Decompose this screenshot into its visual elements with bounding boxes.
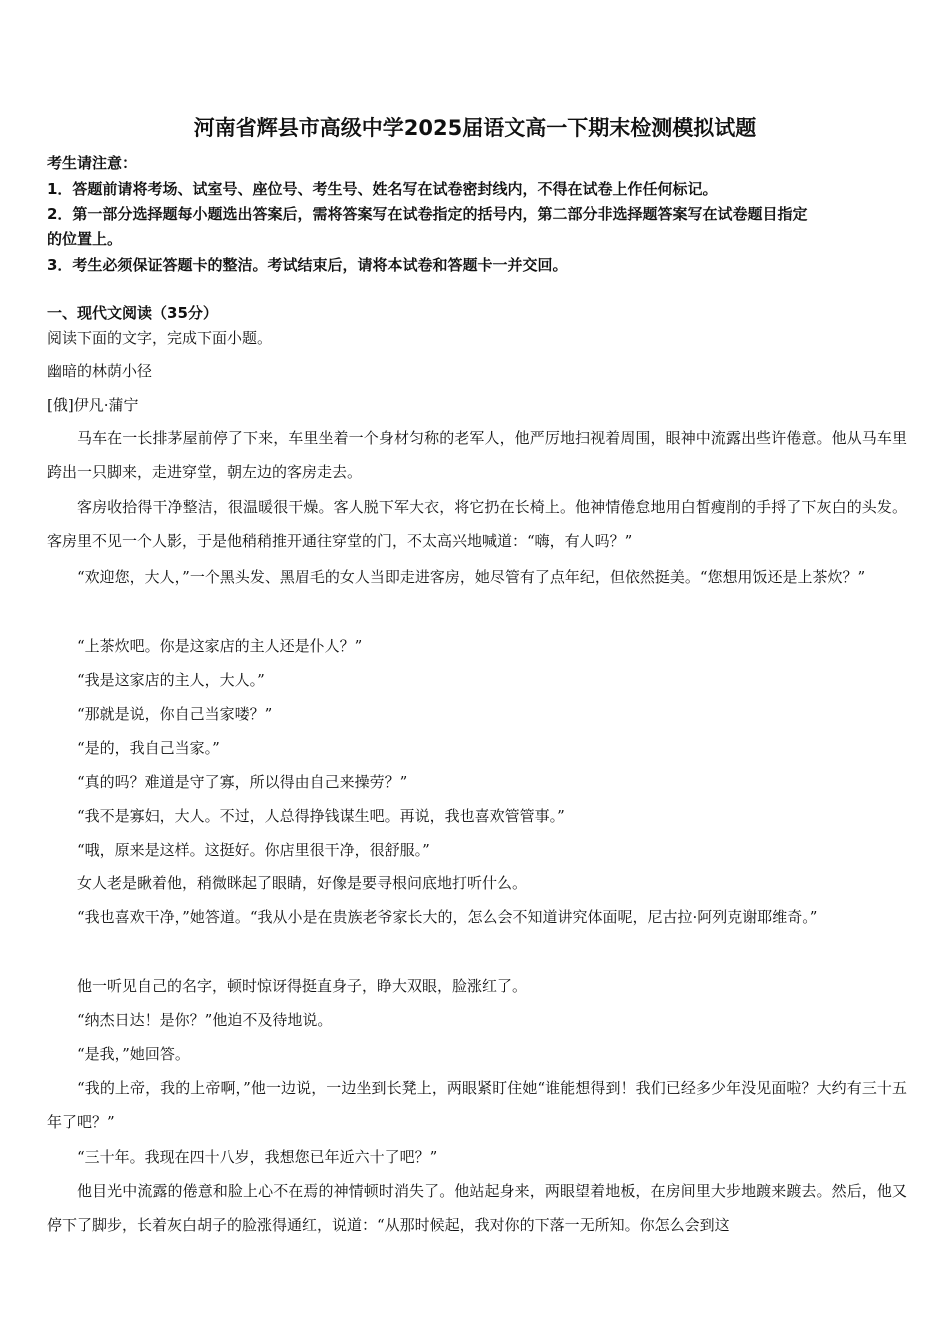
paragraph-9: “我不是寡妇，大人。不过，人总得挣钱谋生吧。再说，我也喜欢管管事。” — [77, 807, 565, 825]
notice-item-2: 2．第一部分选择题每小题选出答案后，需将答案写在试卷指定的括号内，第二部分非选择题答案写在试卷题目指定 — [47, 205, 808, 223]
paragraph-17: “三十年。我现在四十八岁，我想您已年近六十了吧？” — [77, 1148, 438, 1166]
paragraph-18: 他目光中流露的倦意和脸上心不在焉的神情顿时消失了。他站起身来，两眼望着地板，在房间里大步地踱来踱去。然后，他又停下了脚步，长着灰白胡子的脸涨得通红，说道：“从那时候起，我对你的下落一无所知。你怎么会到这 — [47, 1182, 907, 1234]
paragraph-11: 女人老是瞅着他，稍微眯起了眼睛，好像是要寻根问底地打听什么。 — [77, 874, 528, 892]
paragraph-6: “那就是说，你自己当家喽？” — [77, 705, 273, 723]
section-heading: 一、现代文阅读（35分） — [47, 304, 218, 322]
notice-heading: 考生请注意： — [47, 154, 138, 172]
notice-item-2-cont: 的位置上。 — [47, 230, 123, 248]
paragraph-4: “上茶炊吧。你是这家店的主人还是仆人？” — [77, 637, 363, 655]
paragraph-12: “我也喜欢干净，”她答道。“我从小是在贵族老爷家长大的，怎么会不知道讲究体面呢，尼古拉·阿列克谢耶维奇。” — [77, 908, 818, 926]
page-title: 河南省辉县市高级中学2025届语文高一下期末检测模拟试题 — [193, 116, 757, 140]
story-author: [俄]伊凡·蒲宁 — [47, 396, 139, 414]
reading-instruction: 阅读下面的文字，完成下面小题。 — [47, 329, 273, 347]
paragraph-13: 他一听见自己的名字，顿时惊讶得挺直身子，睁大双眼，脸涨红了。 — [77, 977, 528, 995]
notice-item-3: 3．考生必须保证答题卡的整洁。考试结束后，请将本试卷和答题卡一并交回。 — [47, 256, 568, 274]
paragraph-2: 客房收拾得干净整洁，很温暖很干燥。客人脱下军大衣，将它扔在长椅上。他神情倦怠地用白皙瘦削的手捋了下灰白的头发。客房里不见一个人影，于是他稍稍推开通往穿堂的门，不太高兴地喊道：“嗨，有人吗？” — [47, 498, 907, 550]
paragraph-7: “是的，我自己当家。” — [77, 739, 220, 757]
paragraph-10: “哦，原来是这样。这挺好。你店里很干净，很舒服。” — [77, 841, 430, 859]
notice-item-1: 1．答题前请将考场、试室号、座位号、考生号、姓名写在试卷密封线内，不得在试卷上作任何标记。 — [47, 180, 718, 198]
paragraph-14: “纳杰日达！是你？”他迫不及待地说。 — [77, 1011, 333, 1029]
paragraph-1: 马车在一长排茅屋前停了下来，车里坐着一个身材匀称的老军人，他严厉地扫视着周围，眼神中流露出些许倦意。他从马车里跨出一只脚来，走进穿堂，朝左边的客房走去。 — [47, 429, 907, 481]
paragraph-16: “我的上帝，我的上帝啊，”他一边说，一边坐到长凳上，两眼紧盯住她“谁能想得到！我们已经多少年没见面啦？大约有三十五年了吧？” — [47, 1079, 907, 1131]
paragraph-3: “欢迎您，大人，”一个黑头发、黑眉毛的女人当即走进客房，她尽管有了点年纪，但依然挺美。“您想用饭还是上茶炊？” — [77, 568, 866, 586]
paragraph-5: “我是这家店的主人，大人。” — [77, 671, 265, 689]
paragraph-15: “是我，”她回答。 — [77, 1045, 190, 1063]
paragraph-8: “真的吗？难道是守了寡，所以得由自己来操劳？” — [77, 773, 408, 791]
story-title: 幽暗的林荫小径 — [47, 362, 153, 380]
